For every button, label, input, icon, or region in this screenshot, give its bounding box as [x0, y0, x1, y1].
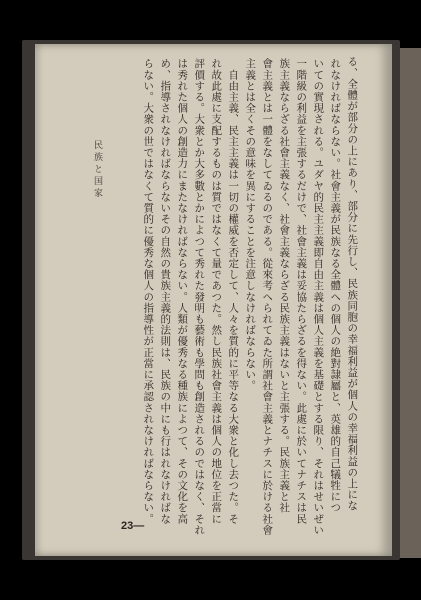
text-line-3: いての實現される。ユダヤ的民主主義即自由主義は個人主義を基礎とする限り、それはせいぜい — [312, 58, 325, 536]
text-line-6: 會主義とは一體をなしてゐるのである。從來考へられてゐた所謂社會主義とナチスに於ける社會 — [261, 58, 274, 536]
text-line-4: 一階級の利益を主張するだけで、社會主義は妥協たらざるを得ない。此處に於いてナチスは民 — [295, 58, 308, 525]
adjacent-page-edge — [400, 48, 421, 558]
text-line-8: 自由主義、民主主義は一切の權威を否定して、人々を質的に平等なる大衆と化し去つた。そ — [227, 58, 240, 525]
text-line-2: れなければならない。社會主義が民族なる全體への個人の絶對隷屬と、英雄的自己犠牲につ — [329, 58, 342, 514]
text-line-7: 主義とは全くその意味を異にすることを注意しなければならない。 — [244, 58, 257, 391]
text-line-9: れ故此處に支配するものは質ではなくて量であつた。然し民族社會主義は個人の地位を正當に — [210, 58, 223, 525]
running-header: 民族と国家 — [92, 140, 102, 200]
text-line-12: め、指導されなければならないその自然の貴族主義的法則は、民族の中にも行はれなければな — [159, 58, 172, 525]
page-number: 23— — [121, 520, 145, 532]
text-line-5: 族主義ならざる社會主義なく、社會主義ならざる民族主義はないと主張する。民族主義と社 — [278, 58, 291, 514]
text-line-13: らない。大衆の世ではなくて質的に優秀な個人の指導性が正當に承認されなければならない。 — [142, 58, 155, 525]
text-line-11: は秀れた個人の創造力にまたなければならない。人類が優秀なる種族によつて、その文化を高 — [176, 58, 189, 525]
book-page — [35, 44, 392, 556]
text-line-1: る、全體が部分の上にあり、部分に先行し、民族同胞の幸福利益が個人の幸福利益の上にな — [346, 56, 359, 512]
text-line-10: 評價する。大衆とか大多數とかによつて秀れた發明も藝術も學問も創造されるのではなく、それ — [193, 58, 206, 536]
